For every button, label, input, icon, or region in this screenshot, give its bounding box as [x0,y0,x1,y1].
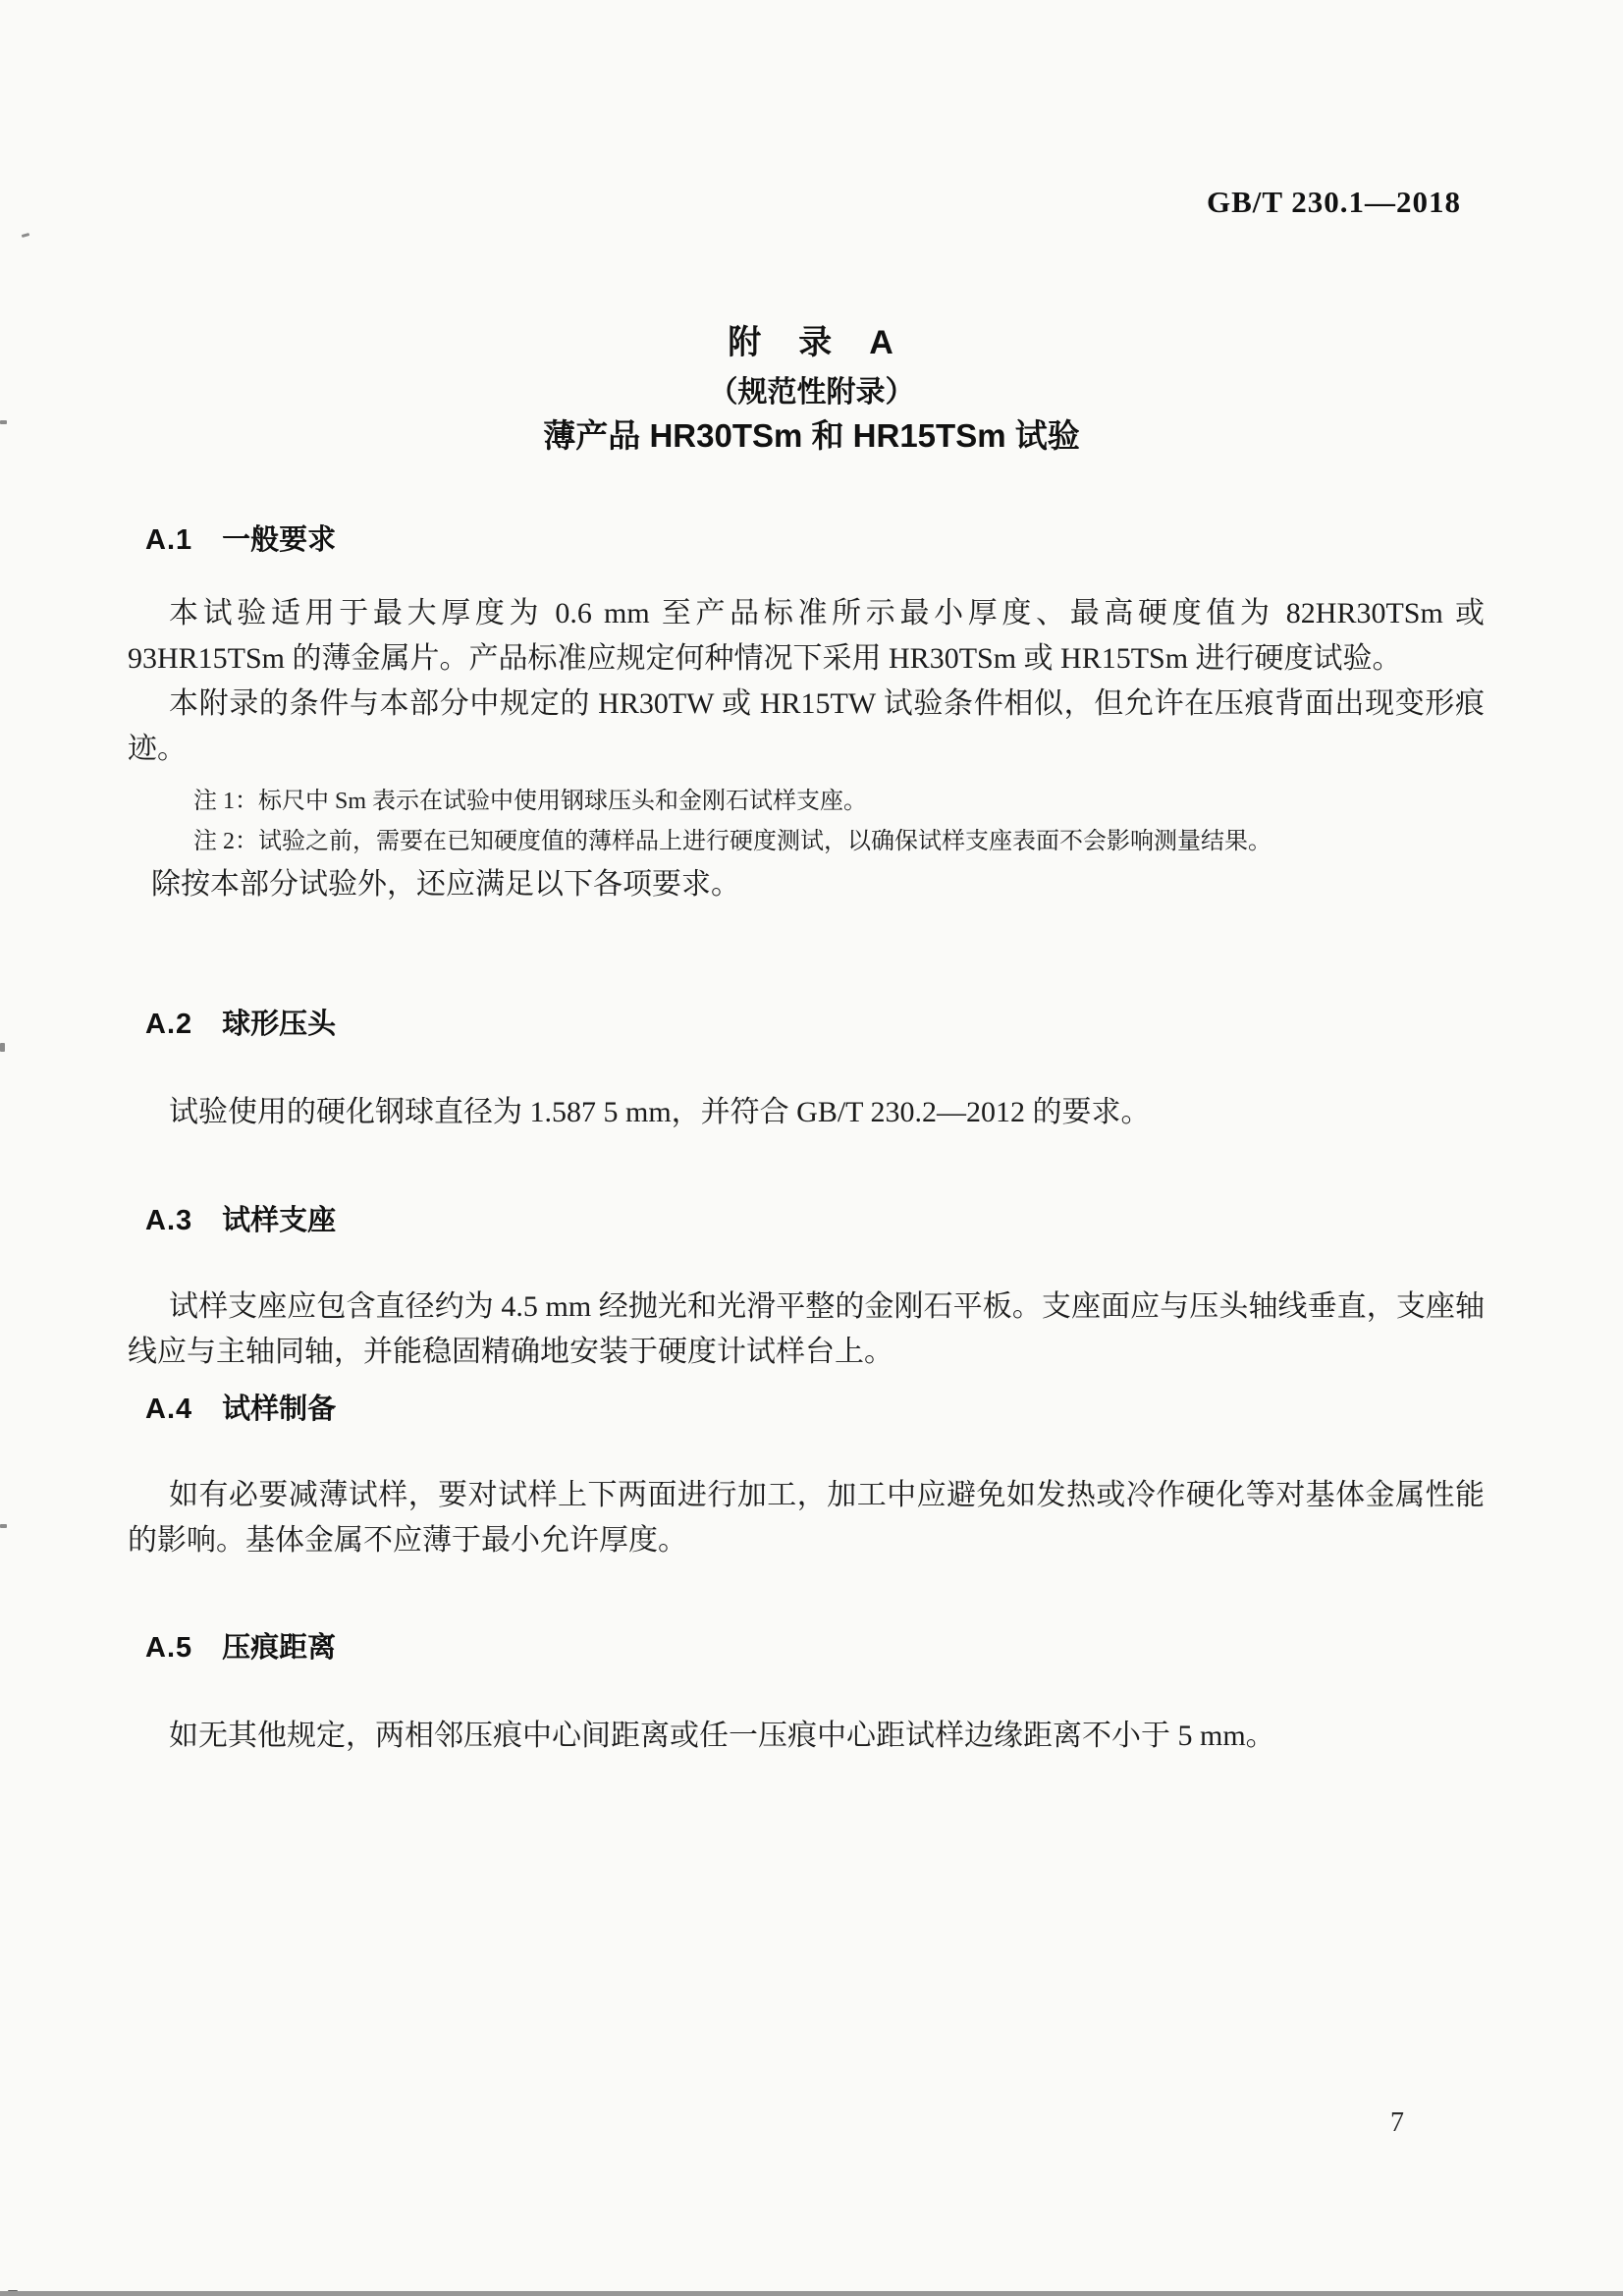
paragraph: 本试验适用于最大厚度为 0.6 mm 至产品标准所示最小厚度、最高硬度值为 82HR30TSm 或 93HR15TSm 的薄金属片。产品标准应规定何种情况下采用 HR30TSm 或 HR15TSm 进行硬度试验。 [128,597,1485,675]
appendix-title: 附 录 A [728,324,895,361]
paragraph: 如无其他规定，两相邻压痕中心间距离或任一压痕中心距试样边缘距离不小于 5 mm。 [169,1720,1275,1752]
section-a1-body [128,591,1485,907]
appendix-name: 薄产品 HR30TSm 和 HR15TSm 试验 [543,417,1080,454]
section-number: A.1 [145,524,193,556]
appendix-subtitle: （规范性附录） [708,376,915,409]
section-title: 试样支座 [222,1205,337,1236]
section-a5-body [128,1714,1485,1759]
section-a2-body [128,1090,1485,1135]
section-number: A.4 [145,1394,193,1425]
doc-number: GB/T 230.1—2018 [1206,185,1461,219]
section-title: 一般要求 [222,524,337,556]
scan-edge-shadow [0,2291,1623,2296]
paragraph: 试样支座应包含直径约为 4.5 mm 经抛光和光滑平整的金刚石平板。支座面应与压头轴线垂直，支座轴线应与主轴同轴，并能稳固精确地安装于硬度计试样台上。 [128,1290,1485,1368]
section-a3-body [128,1285,1485,1375]
section-a3-heading [145,1198,336,1238]
scan-artifact [0,1524,7,1528]
page-number: 7 [1390,2107,1404,2138]
section-a4-heading [145,1387,336,1427]
section-a5-heading [145,1625,336,1666]
section-a1-heading [145,518,336,558]
section-number: A.3 [145,1205,193,1236]
note-1: 注 1：标尺中 Sm 表示在试验中使用钢球压头和金刚石试样支座。 [193,789,868,814]
paragraph: 除按本部分试验外，还应满足以下各项要求。 [151,868,740,901]
paragraph: 如有必要减薄试样，要对试样上下两面进行加工，加工中应避免如发热或冷作硬化等对基体金属性能的影响。基体金属不应薄于最小允许厚度。 [128,1479,1485,1557]
section-title: 压痕距离 [222,1632,337,1664]
section-title: 试样制备 [222,1394,337,1425]
section-a4-body [128,1473,1485,1563]
paragraph: 本附录的条件与本部分中规定的 HR30TW 或 HR15TW 试验条件相似，但允许在压痕背面出现变形痕迹。 [128,687,1485,765]
scan-artifact [0,1043,5,1052]
section-a2-heading [145,1002,336,1042]
scan-artifact [22,233,30,238]
scan-artifact [0,420,7,424]
note-2: 注 2：试验之前，需要在已知硬度值的薄样品上进行硬度测试，以确保试样支座表面不会影响测量结果。 [193,829,1271,854]
section-number: A.2 [145,1009,193,1040]
section-number: A.5 [145,1632,193,1664]
section-title: 球形压头 [222,1009,337,1040]
paragraph: 试验使用的硬化钢球直径为 1.587 5 mm，并符合 GB/T 230.2—2012 的要求。 [169,1096,1151,1128]
